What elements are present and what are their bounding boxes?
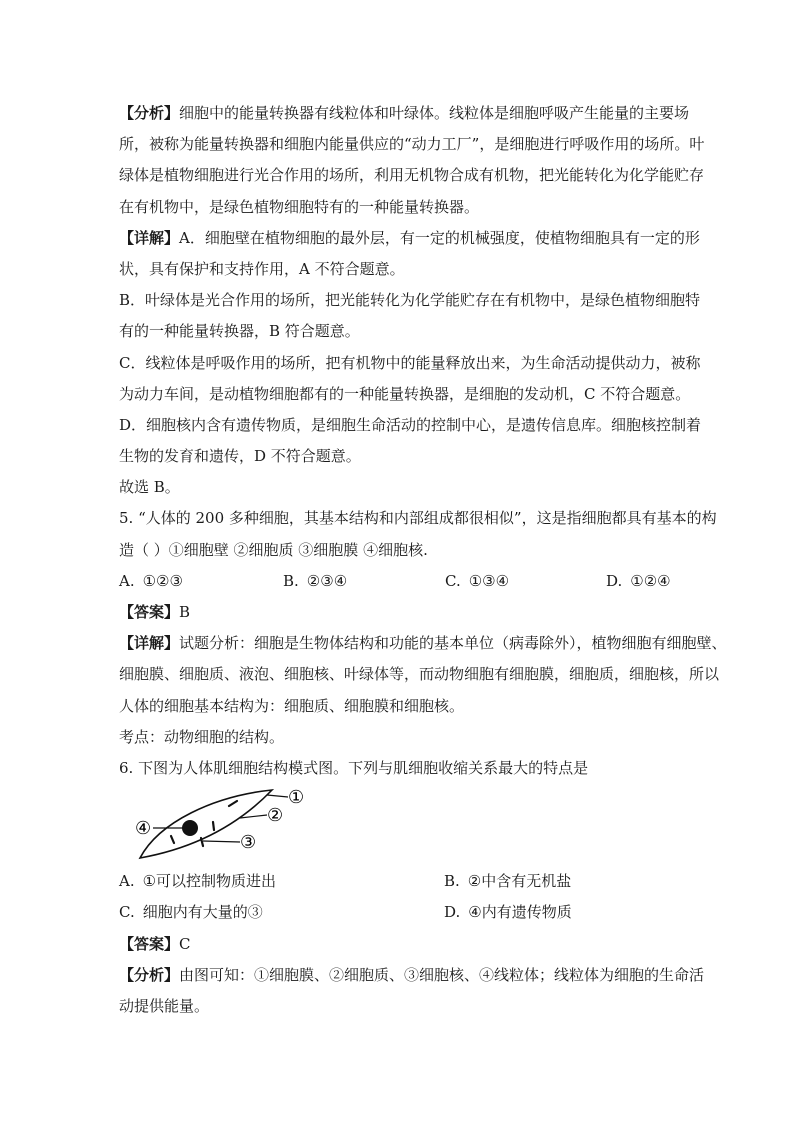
answer-value: C xyxy=(179,934,191,953)
q6-options-row xyxy=(119,866,759,897)
analysis-tag: 【分析】 xyxy=(119,965,180,984)
q4-detail-line: B．叶绿体是光合作用的场所，把光能转化为化学能贮存在有机物中，是绿色植物细胞特 xyxy=(119,291,701,310)
q4-detail-line: 生物的发育和遗传，D 不符合题意。 xyxy=(119,447,361,466)
answer-value: B xyxy=(179,603,191,621)
option-label: B. xyxy=(283,571,299,590)
label-2: ② xyxy=(267,805,284,827)
q4-detail-line xyxy=(119,223,759,254)
option-label: A. xyxy=(119,872,135,891)
option-label: B. xyxy=(444,872,460,891)
label-3: ③ xyxy=(240,832,257,854)
q4-analysis-line: 所，被称为能量转换器和细胞内能量供应的“动力工厂”，是细胞进行呼吸作用的场所。叶 xyxy=(119,135,705,154)
leader-line-1 xyxy=(267,795,288,797)
q6-analysis-line xyxy=(119,960,759,991)
mitochondrion-mark xyxy=(171,836,174,843)
q6-option-d xyxy=(444,897,572,928)
q4-analysis-line: 在有机物中，是绿色植物细胞特有的一种能量转换器。 xyxy=(119,197,480,216)
leader-line-3 xyxy=(203,841,240,842)
option-label: A. xyxy=(119,571,135,590)
text: 试题分析：细胞是生物体结构和功能的基本单位（病毒除外），植物细胞有细胞壁、 xyxy=(179,634,727,653)
q5-option-c xyxy=(445,566,509,597)
q6-analysis-line: 动提供能量。 xyxy=(119,996,210,1015)
text: 细胞中的能量转换器有线粒体和叶绿体。线粒体是细胞呼吸产生能量的主要场 xyxy=(179,104,690,122)
q6-stem: 6. 下图为人体肌细胞结构模式图。下列与肌细胞收缩关系最大的特点是 xyxy=(119,758,589,777)
q5-answer xyxy=(119,597,759,628)
q5-option-b xyxy=(283,566,347,597)
q5-stem-line: 5. “人体的 200 多种细胞，其基本结构和内部组成都很相似”，这是指细胞都具有基本的构 xyxy=(119,509,717,528)
q5-options xyxy=(119,566,759,597)
option-text: ①③④ xyxy=(468,571,510,590)
mitochondrion-mark xyxy=(229,801,237,806)
option-text: ①②③ xyxy=(142,571,183,590)
option-text: ④内有遗传物质 xyxy=(468,903,572,922)
option-text: 细胞内有大量的③ xyxy=(142,903,263,922)
answer-tag: 【答案】 xyxy=(119,603,180,621)
q4-detail-line: 状，具有保护和支持作用，A 不符合题意。 xyxy=(119,259,405,278)
q5-option-a xyxy=(119,566,183,597)
option-text: ①可以控制物质进出 xyxy=(142,872,277,891)
q4-analysis-line xyxy=(119,98,759,129)
option-text: ①②④ xyxy=(630,571,671,590)
option-label: D. xyxy=(606,571,623,590)
muscle-cell-diagram xyxy=(119,784,759,866)
text: 由图可知：①细胞膜、②细胞质、③细胞核、④线粒体；线粒体为细胞的生命活 xyxy=(179,965,705,984)
q5-detail-line: 细胞膜、细胞质、液泡、细胞核、叶绿体等，而动物细胞有细胞膜，细胞质，细胞核，所以 xyxy=(119,665,720,684)
answer-tag: 【答案】 xyxy=(119,934,180,953)
q4-analysis-line: 绿体是植物细胞进行光合作用的场所，利用无机物合成有机物，把光能转化为化学能贮存 xyxy=(119,166,705,185)
q4-detail-line: D．细胞核内含有遗传物质，是细胞生命活动的控制中心，是遗传信息库。细胞核控制着 xyxy=(119,415,702,434)
q6-option-b xyxy=(444,866,571,897)
exam-page xyxy=(119,98,759,1022)
q6-answer xyxy=(119,929,759,960)
option-text: ②③④ xyxy=(306,571,348,590)
q4-detail-line: C．线粒体是呼吸作用的场所，把有机物中的能量释放出来，为生命活动提供动力，被称 xyxy=(119,353,701,372)
detail-tag: 【详解】 xyxy=(119,228,180,247)
q4-detail-line: 有的一种能量转换器，B 符合题意。 xyxy=(119,322,360,341)
analysis-tag: 【分析】 xyxy=(119,104,180,122)
option-label: C. xyxy=(119,903,135,922)
option-label: C. xyxy=(445,571,461,590)
q5-detail-line xyxy=(119,628,759,659)
q4-conclusion: 故选 B。 xyxy=(119,478,180,497)
muscle-cell-svg xyxy=(119,784,319,866)
q5-option-d xyxy=(606,566,671,597)
text: A．细胞壁在植物细胞的最外层，有一定的机械强度，使植物细胞具有一定的形 xyxy=(179,228,700,247)
nucleus-dot xyxy=(182,820,198,836)
q5-detail-line: 人体的细胞基本结构为：细胞质、细胞膜和细胞核。 xyxy=(119,696,465,715)
q6-options-row xyxy=(119,897,759,928)
mitochondrion-mark xyxy=(213,822,214,830)
q6-option-c xyxy=(119,897,263,928)
option-label: D. xyxy=(444,903,461,922)
q6-option-a xyxy=(119,866,276,897)
detail-tag: 【详解】 xyxy=(119,634,180,653)
option-text: ②中含有无机盐 xyxy=(467,872,572,891)
label-1: ① xyxy=(288,787,305,809)
q5-stem-line: 造（ ）①细胞壁 ②细胞质 ③细胞膜 ④细胞核. xyxy=(119,540,428,559)
q5-topic: 考点：动物细胞的结构。 xyxy=(119,727,285,746)
label-4: ④ xyxy=(135,818,152,840)
q4-detail-line: 为动力车间，是动植物细胞都有的一种能量转换器，是细胞的发动机，C 不符合题意。 xyxy=(119,384,691,403)
